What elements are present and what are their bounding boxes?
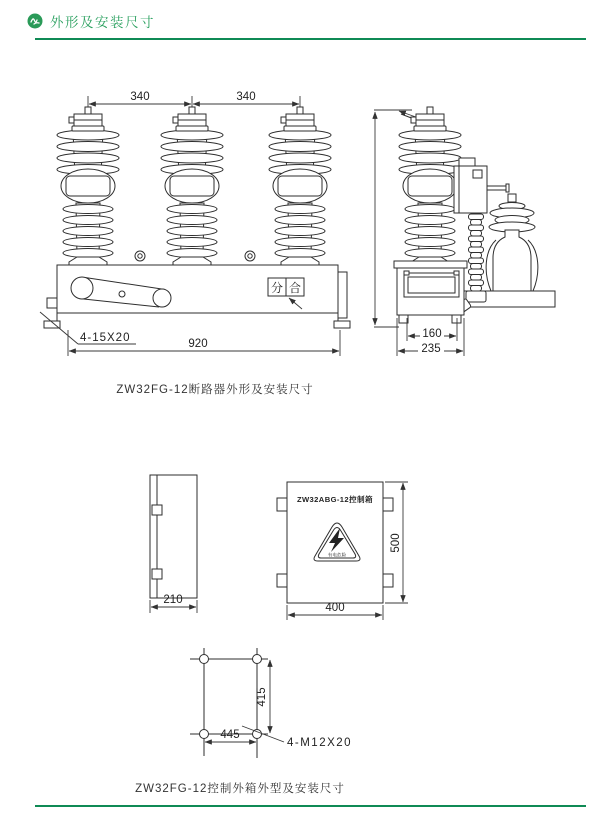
breaker-figure-caption: ZW32FG-12断路器外形及安装尺寸 [116,384,314,396]
dim-side-overall-depth: 235 [421,343,441,355]
dim-overall-width: 920 [188,338,208,350]
breaker-side-view [374,107,555,356]
indicator-close-label: 合 [288,281,302,295]
breaker-front-view [40,91,350,356]
warning-text: 有电危险 [327,552,347,558]
dim-box-height: 500 [390,533,402,553]
dim-box-width: 400 [325,602,345,614]
indicator-open-label: 分 [270,281,284,295]
dim-hole-spacing-horizontal: 445 [220,729,240,741]
dim-side-inner-width: 160 [422,328,442,340]
arrester [486,194,538,291]
control-box-side-view [150,475,197,613]
control-box-front-view [277,482,408,620]
dim-hole-spacing-vertical: 415 [256,687,268,707]
bolt-spec-label: 4-M12X20 [287,737,353,749]
control-box-figure-caption: ZW32FG-12控制外箱外型及安装尺寸 [135,783,345,795]
dim-pole-spacing-right: 340 [236,91,256,103]
page-title: 外形及安装尺寸 [50,15,155,30]
dim-pole-spacing-left: 340 [130,91,150,103]
control-box-label: ZW32ABG-12控制箱 [296,495,374,504]
mounting-hole-pattern [190,648,352,758]
mounting-slot-label: 4-15X20 [80,332,131,344]
dim-box-depth: 210 [163,594,183,606]
